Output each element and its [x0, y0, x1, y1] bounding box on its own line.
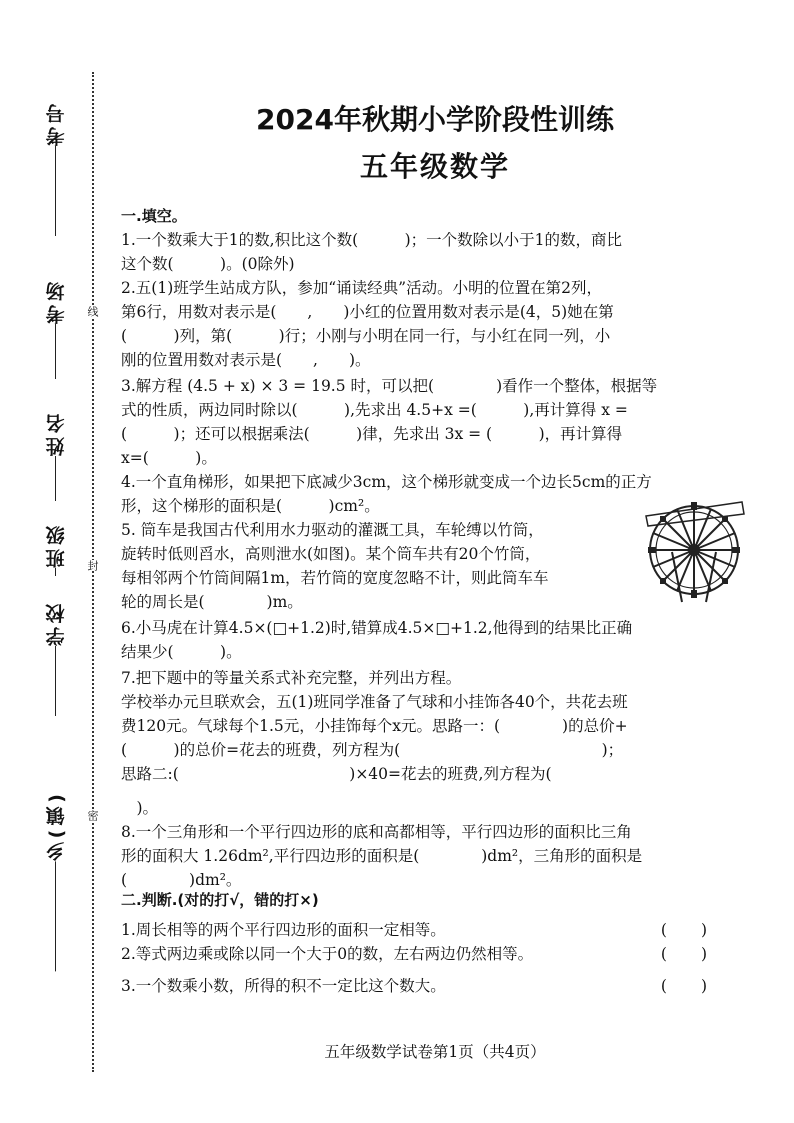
school-blank[interactable]: [56, 646, 57, 716]
q2-line: 第6行，用数对表示是( , )小红的位置用数对表示是(4，5)她在第: [121, 303, 614, 321]
section2-heading: 二.判断.(对的打√，错的打×): [121, 891, 319, 909]
judge-item-text: 3.一个数乘小数，所得的积不一定比这个数大。: [121, 977, 446, 995]
q4-line: 4.一个直角梯形，如果把下底减少3cm，这个梯形就变成一个边长5cm的正方: [121, 473, 652, 491]
q8-line: ( )dm²。: [121, 871, 242, 889]
exam-room-blank[interactable]: [56, 324, 57, 379]
q3-line: ( )；还可以根据乘法( )律，先求出 3x = ( )，再计算得: [121, 425, 623, 443]
q7-line: 7.把下题中的等量关系式补充完整，并列出方程。: [121, 669, 462, 687]
judge-answer-box[interactable]: (): [660, 921, 741, 939]
seal-char-secret: 密: [86, 810, 99, 821]
name-label: 姓名: [45, 410, 68, 456]
judge-item-text: 1.周长相等的两个平行四边形的面积一定相等。: [121, 921, 446, 939]
field-school[interactable]: [38, 600, 74, 722]
q4-line: 形，这个梯形的面积是( )cm²。: [121, 497, 380, 515]
field-class[interactable]: [38, 522, 74, 582]
page-subtitle: 五年级数学: [359, 150, 510, 183]
q7-line: )。: [121, 799, 159, 817]
judge-answer-box[interactable]: (): [660, 977, 741, 995]
q7-line: 费120元。气球每个1.5元，小挂饰每个x元。思路一：( )的总价+: [121, 717, 628, 735]
q3-line: x=( )。: [121, 449, 217, 467]
judge-item: [121, 942, 741, 966]
q3-line: 3.解方程 (4.5 + x) × 3 = 19.5 时，可以把( )看作一个整体，根据等: [121, 377, 658, 395]
field-exam-number[interactable]: [38, 100, 74, 242]
q2-line: ( )列，第( )行；小刚与小明在同一行，与小红在同一列，小: [121, 327, 611, 345]
exam-room-label: 考场: [45, 278, 68, 324]
field-name[interactable]: [38, 410, 74, 507]
q5-line: 5. 筒车是我国古代利用水力驱动的灌溉工具，车轮缚以竹筒，: [121, 521, 544, 539]
q1-line: 1.一个数乘大于1的数,积比这个数( )；一个数除以小于1的数，商比: [121, 231, 623, 249]
section1-heading: 一.填空。: [121, 207, 187, 225]
q6-line: 结果少( )。: [121, 643, 242, 661]
exam-number-blank[interactable]: [56, 146, 57, 236]
judge-item: [121, 918, 741, 942]
q5-line: 轮的周长是( )m。: [121, 593, 303, 611]
q8-line: 8.一个三角形和一个平行四边形的底和高都相等，平行四边形的面积比三角: [121, 823, 632, 841]
class-label: 班级: [45, 522, 68, 568]
waterwheel-illustration: [642, 492, 748, 604]
school-label: 学校: [45, 600, 68, 646]
page-footer: 五年级数学试卷第1页（共4页）: [324, 1043, 546, 1061]
field-exam-room[interactable]: [38, 278, 74, 385]
field-township[interactable]: [38, 790, 74, 977]
township-label: 乡(镇): [45, 790, 68, 862]
judge-item: [121, 974, 741, 998]
q1-line: 这个数( )。(0除外): [121, 255, 295, 273]
judge-answer-box[interactable]: (): [660, 945, 741, 963]
q6-line: 6.小马虎在计算4.5×(□+1.2)时,错算成4.5×□+1.2,他得到的结果比正确: [121, 619, 633, 637]
class-blank[interactable]: [56, 568, 57, 576]
q2-line: 2.五(1)班学生站成方队，参加“诵读经典”活动。小明的位置在第2列，: [121, 279, 602, 297]
q3-line: 式的性质，两边同时除以( ),先求出 4.5+x =( ),再计算得 x =: [121, 401, 628, 419]
q8-line: 形的面积大 1.26dm²,平行四边形的面积是( )dm²，三角形的面积是: [121, 847, 643, 865]
q7-line: 思路二:( )×40=花去的班费,列方程为(: [121, 765, 552, 783]
seal-char-line: 线: [86, 306, 99, 317]
exam-number-label: 考号: [45, 100, 68, 146]
q7-line: ( )的总价=花去的班费，列方程为( )；: [121, 741, 624, 759]
page-title: 2024年秋期小学阶段性训练: [256, 103, 614, 136]
binding-dotted-line: [92, 72, 94, 1072]
q5-line: 旋转时低则舀水，高则泄水(如图)。某个筒车共有20个竹筒，: [121, 545, 541, 563]
q7-line: 学校举办元旦联欢会，五(1)班同学准备了气球和小挂饰各40个，共花去班: [121, 693, 628, 711]
seal-char-seal: 封: [86, 560, 99, 571]
township-blank[interactable]: [56, 861, 57, 971]
name-blank[interactable]: [56, 456, 57, 501]
judge-item-text: 2.等式两边乘或除以同一个大于0的数，左右两边仍然相等。: [121, 945, 534, 963]
q2-line: 刚的位置用数对表示是( , )。: [121, 351, 371, 369]
q5-line: 每相邻两个竹筒间隔1m，若竹筒的宽度忽略不计，则此筒车车: [121, 569, 549, 587]
